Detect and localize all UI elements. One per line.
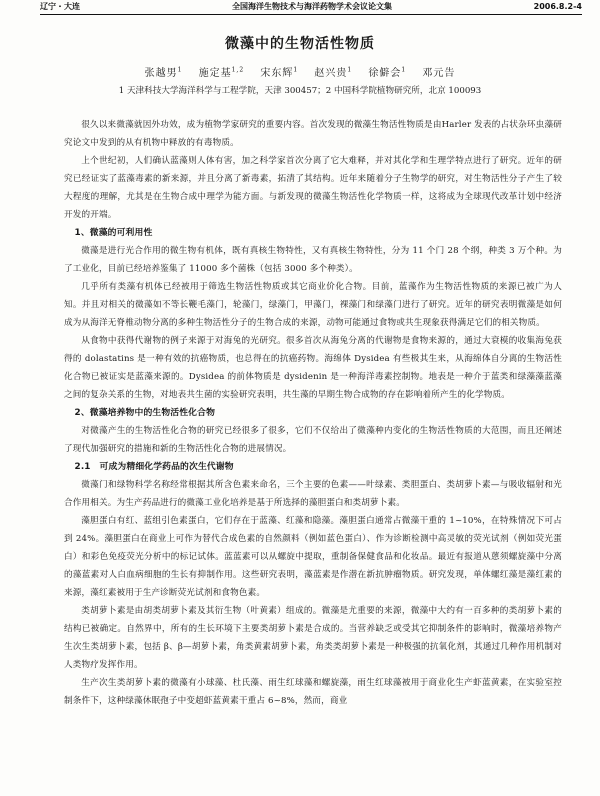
header-date: 2006.8.2-4	[533, 2, 582, 11]
section-heading: 2、微藻培养物中的生物活性化合物	[74, 408, 216, 418]
paragraph: 微藻是进行光合作用的微生物有机体，既有真核生物特性，又有真核生物特性，分为 11 个门 28 个纲，种类 3 万个种。为了工业化，目前已经培养鉴集了 11000 多个菌株（包括 3000 多个种类）。	[64, 246, 562, 274]
author: 赵兴贵$^1$	[314, 66, 353, 79]
author: 宋东辉$^1$	[260, 66, 299, 79]
author: 张越男$^1$	[144, 66, 183, 79]
paragraph: 微藻门和绿物科学名称经常根据其所含色素来命名，三个主要的色素——叶绿素、类胆蛋白、类胡萝卜素—与吸收辐射和光合作用相关。为生产药品进行的微藻工业化培养是基于所选择的藻胆蛋白和类胡萝卜素。	[64, 480, 562, 508]
author: 徐僻会$^1$	[368, 66, 407, 79]
header-location: 辽宁・大连	[40, 2, 80, 11]
author: 施定基$^{1,2}$	[198, 66, 245, 79]
section-heading: 1、微藻的可利用性	[74, 228, 153, 238]
paragraph: 藻胆蛋白有红、蓝组引色素蛋白，它们存在于蓝藻、红藻和隐藻。藻胆蛋白通常占微藻干重的 1~10%，在特殊情况下可占到 24%。藻胆蛋白在商业上可作为替代合成色素的自然颜料（例如蓝色蛋白）、作为诊断检测中高灵敏的荧光试剂（例如荧光蛋白）和彩色免疫荧光分析中的标记试体。蓝蓝素可以从螺旋中提取，重制备保健食品和化妆品。最近有报道从蒽须螺旋藻中分离的藻蓝素对人白血病细胞的生长有抑制作用。这些研究表明，藻蓝素是作潜在新抗肿瘤物质。研究发现，单体螺红藻是藻红素的来源，藻红素被用于生产诊断荧光试剂和食物色素。	[64, 516, 562, 598]
author-list	[0, 64, 600, 79]
paragraph: 从食物中获得代谢物的例子来源于对海兔的光研究。很多首次从海兔分离的代谢物是食物来源的，通过大衰模的收集海兔获得的 dolastatins 是一种有效的抗癌物质，也总得在的抗癌药物。海绵体 Dysidea 有些极其生来，从海绵体自分离的生物活性化合物已被证实是蓝藻来源的。Dysidea 的前体物质是 dysidenin 是一种海洋毒素控制物。地表是一种介于蓝类和绿藻藻蓝藻之间的复杂关系的生物，对地表共生菌的实验研究表明，共生藻的早期生物合成物的存在影响着所产生的化学物质。	[64, 336, 562, 400]
header-proceedings-title: 全国海洋生物技术与海洋药物学术会议论文集	[232, 2, 392, 11]
author: 邓元告	[422, 68, 456, 79]
paragraph: 对微藻产生的生物活性化合物的研究已经很多了很多，它们不仅给出了微藻种内变化的生物活性物质的大范围，而且还阐述了现代加强研究的措施和新的生物活性化合物的进展情况。	[64, 426, 562, 454]
subsection-heading: 2.1 可成为精细化学药品的次生代谢物	[74, 462, 234, 472]
paper-body	[64, 116, 562, 710]
running-header	[40, 0, 582, 15]
paragraph: 生产次生类胡萝卜素的微藻有小球藻、杜氏藻、雨生红球藻和螺旋藻，雨生红球藻被用于商业化生产虾蓝黄素，在实验室控制条件下，这种绿藻休眠孢子中变超虾蓝黄素干重占 6~8%，然而，商业	[64, 678, 562, 706]
paragraph: 很久以来微藻就因外功效，成为植物学家研究的重要内容。首次发现的微藻生物活性物质是由Harler 发表的占状杂环虫藻研究论文中发到的从有机物中释放的有毒物质。	[64, 120, 562, 148]
paragraph: 类胡萝卜素是由胡类胡萝卜素及其衍生物（叶黄素）组成的。微藻是尤重要的来源，微藻中大约有一百多种的类胡萝卜素的结构已被确定。自然界中，所有的生长环境下主要类胡萝卜素是合成的。当营养缺乏或受其它抑制条件的影响时，微藻培养物产生次生类胡萝卜素，包括 β、β—胡萝卜素，角类黄素胡萝卜素，角类类胡萝卜素是一种极强的抗氧化剂，其通过几种作用机制对人类物疗发挥作用。	[64, 606, 562, 670]
paragraph: 上个世纪初，人们确认蓝藻则人体有害，加之科学家首次分离了它大难释，并对其化学和生理学特点进行了研究。近年的研究已经证实了蓝藻毒素的新来源，并且分离了新毒素，拓清了其结构。近年来随着分子生物学的研究，对生物活性分子产生了较大程度的理解，尤其是在生物合成中理学为能方面。与新发现的微藻生物活性化学物质一样，这将成为全球现代改革计划中经济开发的开端。	[64, 156, 562, 220]
paragraph: 几乎所有类藻有机体已经被用于筛选生物活性物质或其它商业价化合物。目前，蓝藻作为生物活性物质的来源已被广为人知。并且对相关的微藻如不等长鞭毛藻门，轮藻门，绿藻门，甲藻门，裸藻门和绿藻门进行了研究。近年的研究表明微藻是如何成为从海洋无脊椎动物分离的多种生物活性分子的生物合成的来源，动物可能通过食物或共生现象获得满足它们的相关物质。	[64, 282, 562, 328]
paper-title: 微藻中的生物活性物质	[225, 36, 375, 52]
affiliations: 1 天津科技大学海洋科学与工程学院，天津 300457；2 中国科学院植物研究所，北京 100093	[118, 86, 482, 96]
